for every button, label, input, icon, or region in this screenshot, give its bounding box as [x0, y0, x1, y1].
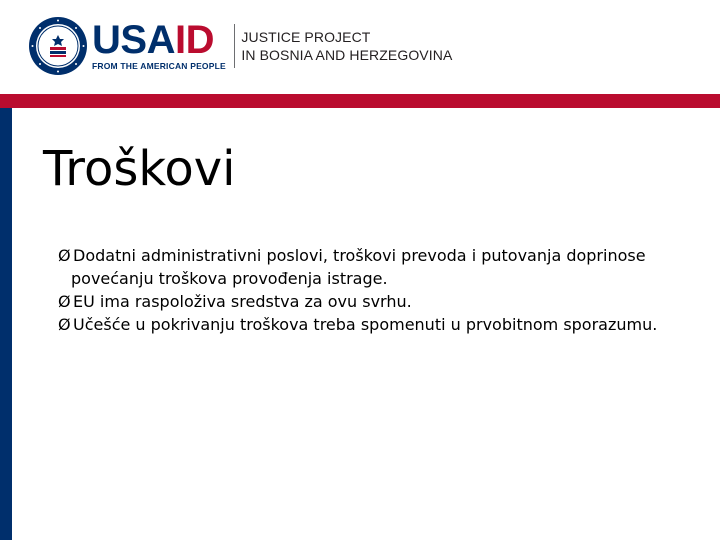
usaid-brand-name: USAID: [92, 18, 214, 62]
slide-title: Troškovi: [43, 141, 236, 197]
bullet-text: Dodatni administrativni poslovi, troškovi prevoda i putovanja doprinose povećanju troškova provođenja istrage.: [71, 246, 646, 288]
bullet-text: EU ima raspoloživa sredstva za ovu svrhu.: [73, 292, 412, 311]
project-line-1: JUSTICE PROJECT: [241, 29, 371, 45]
bullet-item: [58, 244, 658, 290]
logo-divider: [234, 24, 236, 68]
arrow-bullet-icon: Ø: [58, 315, 71, 334]
header-red-band: [0, 94, 720, 108]
arrow-bullet-icon: Ø: [58, 246, 71, 265]
usaid-wordmark: [92, 18, 226, 71]
usaid-logo: [28, 14, 452, 78]
usaid-seal-icon: [28, 16, 88, 76]
bullet-text: Učešće u pokrivanju troškova treba spomenuti u prvobitnom sporazumu.: [73, 315, 658, 334]
left-blue-rule: [0, 108, 12, 540]
project-name: [241, 28, 452, 64]
bullet-list: [58, 244, 658, 336]
usaid-tagline: FROM THE AMERICAN PEOPLE: [92, 61, 226, 71]
bullet-item: [58, 313, 658, 336]
arrow-bullet-icon: Ø: [58, 292, 71, 311]
project-line-2: IN BOSNIA AND HERZEGOVINA: [241, 47, 453, 63]
bullet-item: [58, 290, 658, 313]
